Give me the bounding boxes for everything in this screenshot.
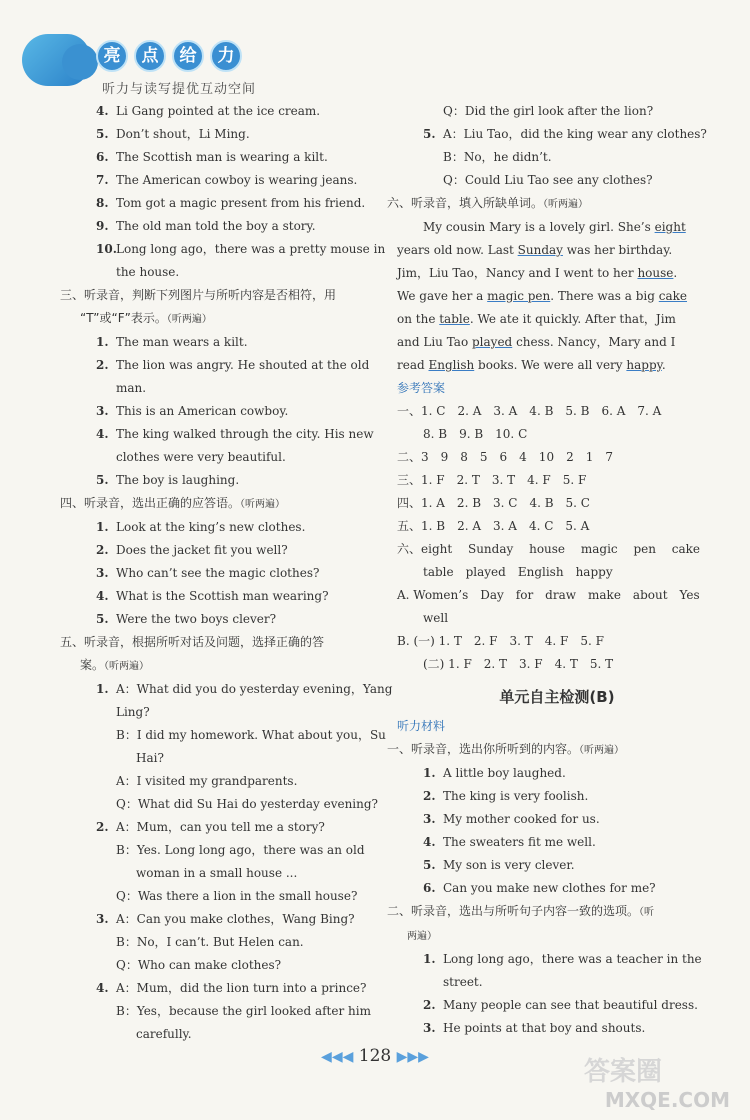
answer-line: 二、3 9 8 5 6 4 10 2 1 7 <box>397 450 613 464</box>
cloze-text: My cousin Mary is a lovely girl. She’s <box>423 220 655 234</box>
list-item <box>96 192 380 215</box>
item-number: 4. <box>96 104 109 118</box>
answer-line: 三、1. F 2. T 3. T 4. F 5. F <box>397 473 587 487</box>
answer-line: 8. B 9. B 10. C <box>423 427 528 441</box>
item-number: 5. <box>423 858 436 872</box>
answer-line: well <box>423 611 449 625</box>
list-item <box>96 423 380 446</box>
item-number: 3. <box>96 566 109 580</box>
answer-line: 一、1. C 2. A 3. A 4. B 5. B 6. A 7. A <box>397 404 662 418</box>
answer-line: table played English happy <box>423 565 613 579</box>
item-text: A：Mum，can you tell me a story? <box>116 820 325 834</box>
section-note: （听两遍） <box>166 314 212 325</box>
item-number: 2. <box>96 358 109 372</box>
continuation-line: clothes were very beautiful. <box>116 450 286 464</box>
right-column <box>387 100 717 1040</box>
right-arrows-icon: ▶▶▶ <box>396 1049 429 1065</box>
list-item <box>423 1017 717 1040</box>
list-item <box>96 400 380 423</box>
list-item <box>96 539 380 562</box>
item-number: 6. <box>423 881 436 895</box>
list-item <box>96 331 380 354</box>
section-text: 六、听录音，填入所缺单词。 <box>387 196 544 210</box>
item-number: 4. <box>96 589 109 603</box>
item-text: Tom got a magic present from his friend. <box>116 196 366 210</box>
cloze-text: on the <box>397 312 440 326</box>
list-item <box>96 678 393 701</box>
cloze-line <box>423 216 717 239</box>
item-number: 7. <box>96 173 109 187</box>
item-text: Were the two boys clever? <box>116 612 277 626</box>
item-number: 3. <box>423 1021 436 1035</box>
section-note: （听两遍） <box>543 199 589 210</box>
section-heading <box>60 492 380 516</box>
list-item <box>423 948 717 971</box>
item-number: 8. <box>96 196 109 210</box>
blue-heading: 参考答案 <box>397 381 446 395</box>
dialog-line: B：I did my homework. What about you，Su <box>116 728 386 742</box>
continuation-line: Ling? <box>116 705 150 719</box>
title-char: 亮 <box>96 40 128 72</box>
section-note: （听两遍） <box>579 745 625 756</box>
section-text: 四、听录音，选出正确的应答语。 <box>60 496 241 510</box>
section-text: 案。 <box>80 658 105 672</box>
title-char: 力 <box>210 40 242 72</box>
item-text: This is an American cowboy. <box>116 404 289 418</box>
item-number: 5. <box>96 127 109 141</box>
item-text: My mother cooked for us. <box>443 812 600 826</box>
item-number: 2. <box>96 820 109 834</box>
list-item <box>423 785 717 808</box>
item-number: 2. <box>423 998 436 1012</box>
section-heading <box>60 631 380 654</box>
item-text: Don’t shout，Li Ming. <box>116 127 250 141</box>
blue-heading: 听力材料 <box>397 719 446 733</box>
cloze-answer: English <box>428 358 475 372</box>
section-text: 一、听录音，选出你所听到的内容。 <box>387 742 580 756</box>
dialog-line: Q：Who can make clothes? <box>116 958 282 972</box>
cloze-text: years old now. Last <box>397 243 518 257</box>
dialog-line: Q：Was there a lion in the small house? <box>116 889 358 903</box>
brand-title <box>96 40 242 72</box>
item-number: 3. <box>96 912 109 926</box>
item-text: A：Mum，did the lion turn into a prince? <box>116 981 367 995</box>
cloze-text: . <box>661 358 666 372</box>
list-item <box>423 877 717 900</box>
list-item <box>96 585 380 608</box>
cloze-answer: cake <box>658 289 688 303</box>
cloze-line <box>397 285 717 308</box>
watermark-logo: 答案圈 <box>583 1057 662 1087</box>
item-text: The boy is laughing. <box>116 473 240 487</box>
dialog-line: B：Yes，because the girl looked after him <box>116 1004 371 1018</box>
cloze-answer: played <box>472 335 513 349</box>
item-text: The Scottish man is wearing a kilt. <box>116 150 328 164</box>
item-text: A：Can you make clothes，Wang Bing? <box>116 912 355 926</box>
section-heading <box>387 738 717 762</box>
item-text: The old man told the boy a story. <box>116 219 316 233</box>
section-heading <box>60 284 380 307</box>
dialog-line: B：No，he didn’t. <box>443 150 552 164</box>
item-number: 1. <box>96 335 109 349</box>
item-text: The king walked through the city. His new <box>116 427 374 441</box>
item-number: 10. <box>96 242 117 256</box>
list-item <box>96 169 380 192</box>
cloze-answer: table <box>439 312 470 326</box>
item-text: Does the jacket fit you well? <box>116 543 288 557</box>
section-text: 五、听录音，根据所听对话及问题，选择正确的答 <box>60 635 325 649</box>
continuation-line: man. <box>116 381 147 395</box>
section-heading <box>407 924 717 948</box>
continuation-line: street. <box>443 975 483 989</box>
decor-circle <box>62 44 98 80</box>
section-note: （听 <box>639 907 655 918</box>
cloze-text: Jim，Liu Tao，Nancy and I went to her <box>397 266 638 280</box>
list-item <box>96 608 380 631</box>
item-text: The man wears a kilt. <box>116 335 248 349</box>
cloze-text: . <box>673 266 678 280</box>
cloze-text: . We ate it quickly. After that，Jim <box>469 312 676 326</box>
brand-header <box>18 14 318 97</box>
item-text: Who can’t see the magic clothes? <box>116 566 320 580</box>
list-item <box>423 994 717 1017</box>
item-text: Look at the king’s new clothes. <box>116 520 306 534</box>
cloze-answer: house <box>637 266 674 280</box>
answer-line: (二) 1. F 2. T 3. F 4. T 5. T <box>423 657 614 671</box>
item-number: 5. <box>96 473 109 487</box>
answer-line: 四、1. A 2. B 3. C 4. B 5. C <box>397 496 590 510</box>
cloze-text: was her birthday. <box>562 243 673 257</box>
cloze-line <box>397 354 717 377</box>
dialog-line: Q：What did Su Hai do yesterday evening? <box>116 797 378 811</box>
item-text: The sweaters fit me well. <box>443 835 596 849</box>
list-item <box>96 146 380 169</box>
list-item <box>96 100 380 123</box>
item-text: Li Gang pointed at the ice cream. <box>116 104 321 118</box>
cloze-answer: eight <box>654 220 686 234</box>
title-char: 点 <box>134 40 166 72</box>
title-char: 给 <box>172 40 204 72</box>
answer-line: A. Women’s Day for draw make about Yes <box>397 588 700 602</box>
item-number: 1. <box>96 520 109 534</box>
section-text: “T”或“F”表示。 <box>80 311 167 325</box>
cloze-answer: magic pen <box>487 289 551 303</box>
section-text: 三、听录音，判断下列图片与所听内容是否相符，用 <box>60 288 337 302</box>
list-item <box>423 762 717 785</box>
item-text: He points at that boy and shouts. <box>443 1021 646 1035</box>
cloze-answer: happy <box>626 358 662 372</box>
brand-subtitle: 听力与读写提优互动空间 <box>102 82 257 97</box>
item-text: What is the Scottish man wearing? <box>116 589 329 603</box>
list-item <box>423 808 717 831</box>
item-text: Can you make new clothes for me? <box>443 881 656 895</box>
item-text: A little boy laughed. <box>443 766 566 780</box>
left-arrows-icon: ◀◀◀ <box>321 1049 354 1065</box>
list-item <box>96 816 380 839</box>
cloze-text: read <box>397 358 429 372</box>
item-text: A：Liu Tao，did the king wear any clothes? <box>443 127 707 141</box>
list-item <box>423 123 717 146</box>
dialog-line: B：Yes. Long long ago，there was an old <box>116 843 365 857</box>
item-number: 1. <box>423 766 436 780</box>
item-number: 3. <box>423 812 436 826</box>
item-number: 1. <box>96 682 109 696</box>
dialog-line: Q：Could Liu Tao see any clothes? <box>443 173 653 187</box>
section-heading <box>80 307 380 331</box>
continuation-line: woman in a small house ... <box>136 866 298 880</box>
continuation-line: carefully. <box>136 1027 192 1041</box>
item-text: Long long ago，there was a pretty mouse in <box>116 242 386 256</box>
item-text: The king is very foolish. <box>443 789 589 803</box>
cloze-text: We gave her a <box>397 289 488 303</box>
left-column <box>60 100 393 1046</box>
continuation-line: Hai? <box>136 751 164 765</box>
watermark-url: MXQE.COM <box>604 1088 730 1112</box>
item-number: 4. <box>423 835 436 849</box>
section-heading <box>387 192 717 216</box>
section-note: （听两遍） <box>240 499 286 510</box>
section-heading <box>387 900 717 924</box>
item-text: Many people can see that beautiful dress. <box>443 998 698 1012</box>
list-item <box>96 354 380 377</box>
item-text: The American cowboy is wearing jeans. <box>116 173 358 187</box>
list-item <box>96 123 380 146</box>
list-item <box>96 977 380 1000</box>
item-number: 4. <box>96 981 109 995</box>
dialog-line: B：No，I can’t. But Helen can. <box>116 935 304 949</box>
cloze-text: . There was a big <box>550 289 659 303</box>
list-item <box>423 854 717 877</box>
section-heading <box>80 654 380 678</box>
item-number: 5. <box>423 127 436 141</box>
list-item <box>96 238 386 261</box>
list-item <box>96 516 380 539</box>
answer-line: 六、eight Sunday house magic pen cake <box>397 542 701 556</box>
section-note: （听两遍） <box>104 661 150 672</box>
item-number: 1. <box>423 952 436 966</box>
item-text: Long long ago，there was a teacher in the <box>443 952 702 966</box>
page-number: 128 <box>358 1046 392 1066</box>
list-item <box>423 831 717 854</box>
continuation-line: the house. <box>116 265 180 279</box>
item-number: 3. <box>96 404 109 418</box>
cloze-line <box>397 308 717 331</box>
cloze-text: and Liu Tao <box>397 335 472 349</box>
cloze-text: chess. Nancy，Mary and I <box>512 335 676 349</box>
list-item <box>96 469 380 492</box>
item-number: 4. <box>96 427 109 441</box>
unit-heading: 单元自主检测(B) <box>499 688 615 706</box>
item-number: 9. <box>96 219 109 233</box>
item-number: 2. <box>423 789 436 803</box>
item-number: 2. <box>96 543 109 557</box>
cloze-answer: Sunday <box>517 243 563 257</box>
cloze-line <box>397 262 717 285</box>
item-text: My son is very clever. <box>443 858 575 872</box>
item-number: 5. <box>96 612 109 626</box>
item-text: A：What did you do yesterday evening，Yang <box>116 682 393 696</box>
dialog-line: A：I visited my grandparents. <box>116 774 298 788</box>
cloze-text: books. We were all very <box>474 358 627 372</box>
list-item <box>96 562 380 585</box>
answer-line: 五、1. B 2. A 3. A 4. C 5. A <box>397 519 590 533</box>
item-number: 6. <box>96 150 109 164</box>
answer-line: B. (一) 1. T 2. F 3. T 4. F 5. F <box>397 634 604 648</box>
cloze-line <box>397 331 717 354</box>
dialog-line: Q：Did the girl look after the lion? <box>443 104 654 118</box>
section-text: 二、听录音，选出与所听句子内容一致的选项。 <box>387 904 640 918</box>
cloze-line <box>397 239 717 262</box>
list-item <box>96 908 380 931</box>
list-item <box>96 215 380 238</box>
section-note: 两遍） <box>407 931 437 942</box>
item-text: The lion was angry. He shouted at the old <box>116 358 370 372</box>
